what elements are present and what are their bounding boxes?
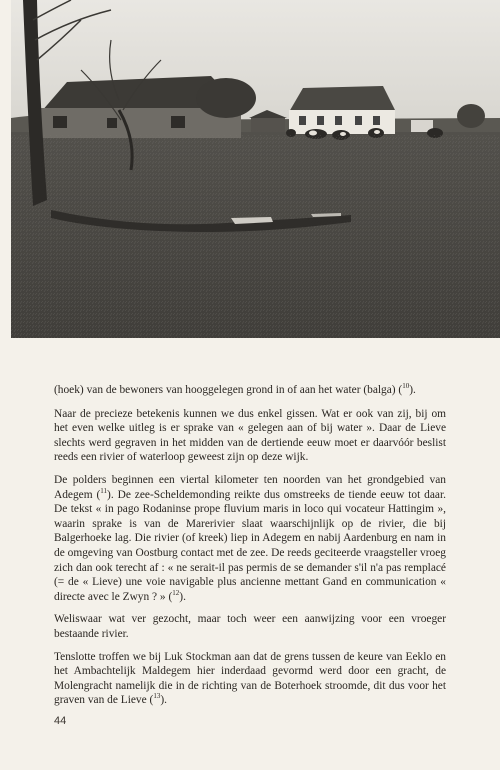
footnote-ref: 10 bbox=[402, 382, 410, 391]
paragraph bbox=[54, 407, 446, 465]
footnote-ref: 11 bbox=[100, 486, 108, 495]
landscape-photo bbox=[11, 0, 500, 338]
text-run: (hoek) van de bewoners van hooggelegen grond in of aan het water (balga) ( bbox=[54, 384, 403, 396]
text-run: ). bbox=[179, 590, 186, 603]
text-run: Tenslotte troffen we bij Luk Stockman aan dat de grens tussen de keure van Eeklo en het Ambachtelijk Maldegem hier inderdaad gevormd werd door een gracht, de Molengracht namelijk die in de richting van de Boterhoek stroomde, dit dus voor het graven van de Lieve ( bbox=[54, 650, 446, 707]
footnote-ref: 12 bbox=[172, 588, 180, 597]
text-run: Naar de precieze betekenis kunnen we dus enkel gissen. Wat er ook van zij, bij om het even welke uitleg is er sprake van « gelegen aan of bij water ». Daar de Lieve slechts werd gegraven in het midden van de dertiende eeuw moet er daarvóór beslist reeds een rivier of waterloop geweest zijn op deze wijk. bbox=[54, 407, 446, 464]
paragraph bbox=[54, 383, 446, 398]
page-number: 44 bbox=[54, 715, 67, 727]
text-run: Weliswaar wat ver gezocht, maar toch weer een aanwijzing voor een vroeger bestaande rivier. bbox=[54, 613, 446, 640]
paragraph bbox=[54, 650, 446, 708]
paragraph bbox=[54, 612, 446, 641]
paragraph bbox=[54, 473, 446, 604]
footnote-ref: 13 bbox=[153, 692, 161, 701]
text-run: ). bbox=[409, 384, 416, 396]
article-body bbox=[54, 383, 446, 716]
text-run: De polders beginnen een viertal kilometer ten noorden van het grondgebied van Adegem ( bbox=[54, 473, 446, 501]
text-run: ). De zee-Scheldemonding reikte dus omstreeks de tiende eeuw tot daar. De tekst « in pago Rodaninse prope fluvium maris in loco qui vocateur Hattingim », waarin sprake is van de Marerivier slaat waarschijnlijk op de rivier, die bij Balgerhoeke lag. Die rivier (of kreek) liep in Adegem en nabij Aardenburg en nam in de omgeving van Oostburg contact met de zee. De reeds geciteerde vraagsteller vroeg zich dan ook terecht af : « ne serait-il pas permis de se demander s'il n'a pas remplacé (= de « Lieve) une voie navigable plus ancienne mettant Gand en communication « directe avec le Zwyn ? » ( bbox=[54, 488, 446, 603]
text-run: ). bbox=[160, 694, 167, 707]
